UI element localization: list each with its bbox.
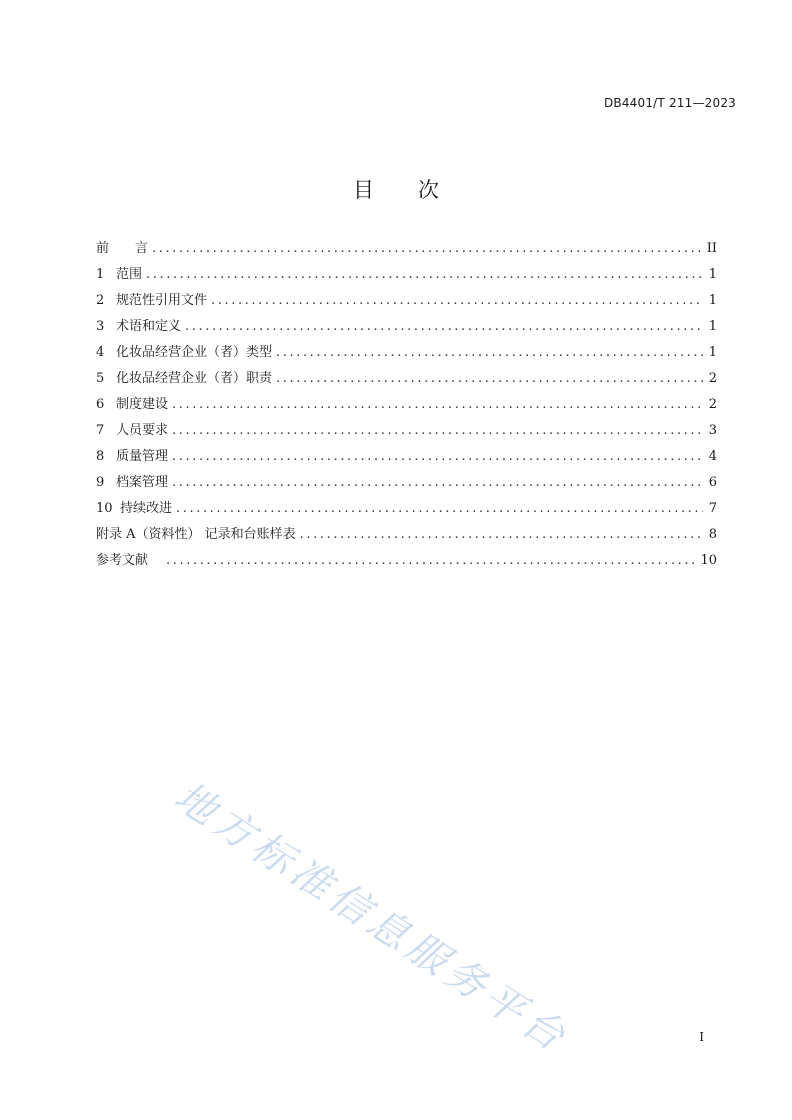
- page-number: I: [699, 1030, 704, 1044]
- toc-entry-page: 1: [708, 267, 717, 282]
- toc-leader-dots: [146, 262, 703, 288]
- toc-entry-page: 4: [708, 449, 717, 464]
- toc-entry[interactable]: [96, 262, 717, 288]
- toc-entry-text: 质量管理: [116, 449, 169, 464]
- toc-entry-number: 9: [96, 475, 105, 490]
- toc-leader-dots: [211, 288, 703, 314]
- toc-entry[interactable]: [96, 288, 717, 314]
- toc-entry-number: 10: [96, 501, 113, 516]
- toc-leader-dots: [276, 366, 703, 392]
- toc-entry-number: 6: [96, 397, 105, 412]
- toc-entry[interactable]: [96, 392, 717, 418]
- toc-entry[interactable]: [96, 236, 717, 262]
- toc-entry-label: [96, 392, 168, 418]
- toc-entry-page: 2: [708, 397, 717, 412]
- toc-entry-label: [96, 418, 168, 444]
- toc-title: [0, 174, 792, 204]
- toc-entry-page: 2: [708, 371, 717, 386]
- toc-title-left: 目: [353, 178, 374, 202]
- toc-leader-dots: [172, 444, 703, 470]
- toc-entry-number: 5: [96, 371, 105, 386]
- toc-entry-text: 范围: [116, 267, 143, 282]
- toc-entry[interactable]: [96, 444, 717, 470]
- toc-entry-label: [96, 366, 272, 392]
- toc-entry-page: 7: [708, 501, 717, 516]
- toc-entry-label: [96, 262, 142, 288]
- toc-entry-number: 8: [96, 449, 105, 464]
- toc-entry-number: 2: [96, 293, 105, 308]
- toc-entry-page: 3: [708, 423, 717, 438]
- toc-entry[interactable]: [96, 418, 717, 444]
- toc-entry-page: 1: [708, 345, 717, 360]
- toc-leader-dots: [276, 340, 703, 366]
- toc-entry-label: [96, 314, 181, 340]
- toc-entry-label: [96, 340, 272, 366]
- toc-entry-number: 7: [96, 423, 105, 438]
- document-code: DB4401/T 211—2023: [603, 96, 736, 110]
- toc-leader-dots: [152, 236, 703, 262]
- toc-entry-label: [96, 236, 148, 262]
- toc-entry-label: [96, 288, 207, 314]
- toc-entry-page: 8: [708, 527, 717, 542]
- toc-entry-number: 1: [96, 267, 105, 282]
- toc-entry-label: [96, 548, 148, 574]
- toc-entry[interactable]: [96, 470, 717, 496]
- toc-entry-label: [96, 444, 168, 470]
- toc-entry-label: [96, 522, 296, 548]
- toc-entry-text: 制度建设: [116, 397, 169, 412]
- toc-entry-page: 1: [708, 319, 717, 334]
- toc-leader-dots: [172, 470, 703, 496]
- toc-entry-page: 10: [700, 553, 717, 568]
- toc-entry-text: 附录 A（资料性） 记录和台账样表: [96, 527, 296, 542]
- toc-leader-dots: [166, 548, 696, 574]
- toc-leader-dots: [185, 314, 703, 340]
- toc-leader-dots: [172, 418, 703, 444]
- toc-entry[interactable]: [96, 548, 717, 574]
- watermark: 地方标准信息服务平台: [166, 773, 577, 1063]
- toc-entry-text: 前 言: [96, 241, 149, 256]
- toc-leader-dots: [176, 496, 703, 522]
- toc-entry-text: 规范性引用文件: [116, 293, 208, 308]
- toc-entry-text: 化妆品经营企业（者）类型: [116, 345, 273, 360]
- toc-leader-dots: [172, 392, 703, 418]
- toc-entry-number: 3: [96, 319, 105, 334]
- toc-entry-page: II: [706, 241, 717, 256]
- toc-entry[interactable]: [96, 314, 717, 340]
- toc-entry-text: 档案管理: [116, 475, 169, 490]
- toc-entry-label: [96, 470, 168, 496]
- toc-entry-text: 术语和定义: [116, 319, 182, 334]
- toc-leader-dots: [300, 522, 703, 548]
- toc-entry-text: 化妆品经营企业（者）职责: [116, 371, 273, 386]
- toc-entry[interactable]: [96, 366, 717, 392]
- toc-entry-text: 人员要求: [116, 423, 169, 438]
- toc-entry[interactable]: [96, 496, 717, 522]
- toc-entry-page: 6: [708, 475, 717, 490]
- toc-entry-number: 4: [96, 345, 105, 360]
- toc-entry-page: 1: [708, 293, 717, 308]
- toc-entry[interactable]: [96, 522, 717, 548]
- toc-entry-text: 参考文献: [96, 553, 149, 568]
- toc-entry[interactable]: [96, 340, 717, 366]
- toc-title-right: 次: [418, 178, 439, 202]
- table-of-contents: [96, 236, 717, 574]
- toc-entry-text: 持续改进: [120, 501, 173, 516]
- toc-entry-label: [96, 496, 172, 522]
